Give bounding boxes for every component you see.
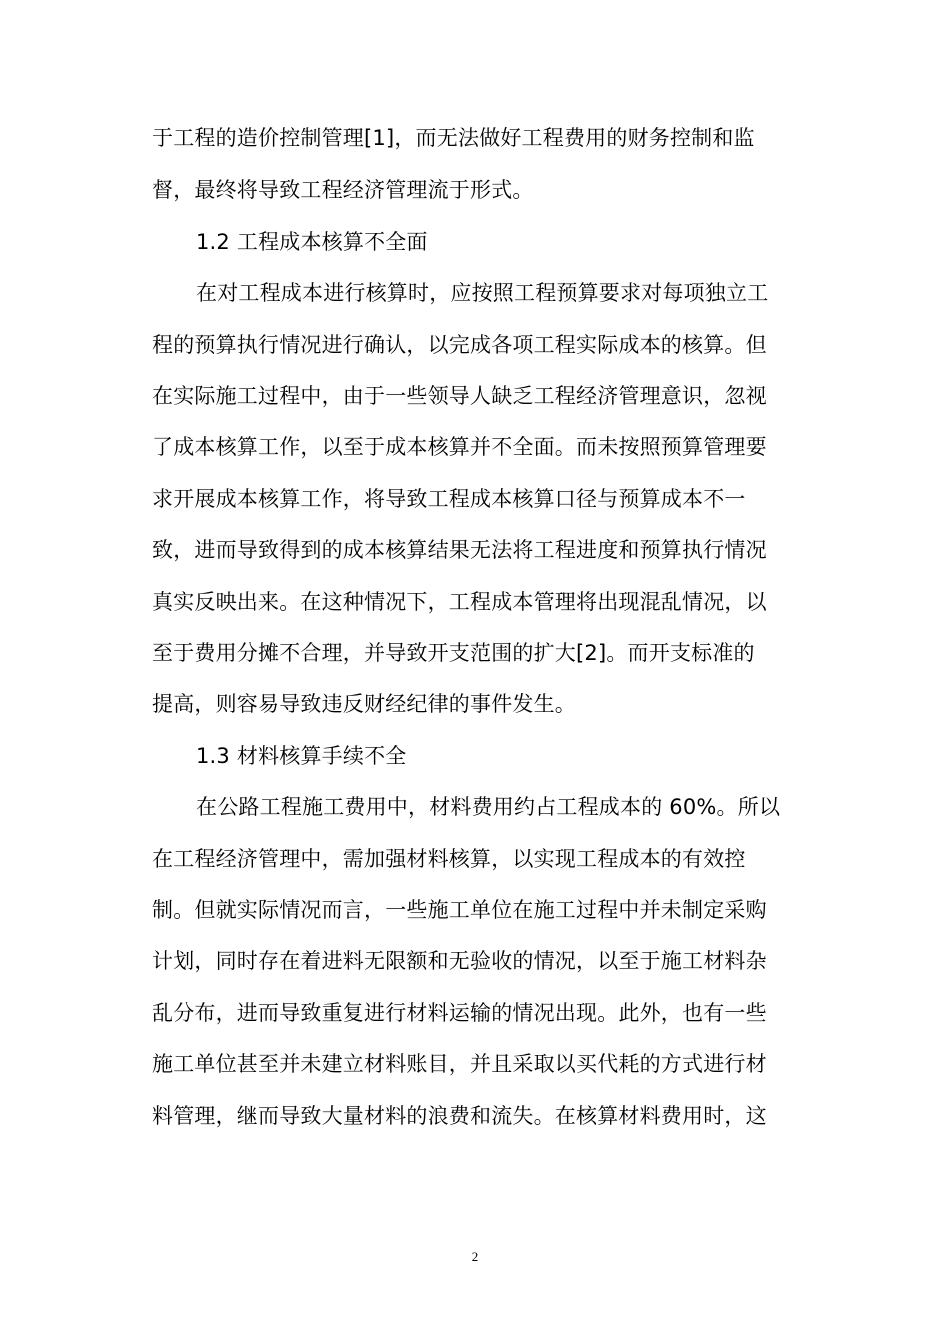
paragraph-line: 于工程的造价控制管理[1]，而无法做好工程费用的财务控制和监: [152, 126, 755, 150]
page-number: 2: [471, 1249, 479, 1264]
paragraph-line: 乱分布，进而导致重复进行材料运输的情况出现。此外，也有一些: [152, 1001, 767, 1025]
paragraph-line: 督，最终将导致工程经济管理流于形式。: [152, 178, 534, 202]
paragraph-line: 了成本核算工作，以至于成本核算并不全面。而未按照预算管理要: [152, 435, 767, 459]
paragraph-line: 在实际施工过程中，由于一些领导人缺乏工程经济管理意识，忽视: [152, 384, 767, 408]
paragraph-line: 至于费用分摊不合理，并导致开支范围的扩大[2]。而开支标准的: [152, 641, 755, 665]
paragraph-line: 在工程经济管理中，需加强材料核算，以实现工程成本的有效控: [152, 847, 746, 871]
section-heading: 1.3 材料核算手续不全: [196, 744, 407, 768]
paragraph-line: 提高，则容易导致违反财经纪律的事件发生。: [152, 692, 576, 716]
paragraph-line: 程的预算执行情况进行确认，以完成各项工程实际成本的核算。但: [152, 333, 767, 357]
paragraph-line: 求开展成本核算工作，将导致工程成本核算口径与预算成本不一: [152, 487, 746, 511]
paragraph-line: 施工单位甚至并未建立材料账目，并且采取以买代耗的方式进行材: [152, 1052, 767, 1076]
paragraph-line: 料管理，继而导致大量材料的浪费和流失。在核算材料费用时，这: [152, 1104, 767, 1128]
section-heading: 1.2 工程成本核算不全面: [196, 230, 428, 254]
paragraph-line: 计划，同时存在着进料无限额和无验收的情况，以至于施工材料杂: [152, 949, 767, 973]
paragraph-line: 在公路工程施工费用中，材料费用约占工程成本的 60%。所以: [196, 795, 781, 819]
paragraph-line: 致，进而导致得到的成本核算结果无法将工程进度和预算执行情况: [152, 538, 767, 562]
paragraph-line: 制。但就实际情况而言，一些施工单位在施工过程中并未制定采购: [152, 898, 767, 922]
paragraph-line: 真实反映出来。在这种情况下，工程成本管理将出现混乱情况，以: [152, 590, 767, 614]
paragraph-line: 在对工程成本进行核算时，应按照工程预算要求对每项独立工: [196, 281, 769, 305]
